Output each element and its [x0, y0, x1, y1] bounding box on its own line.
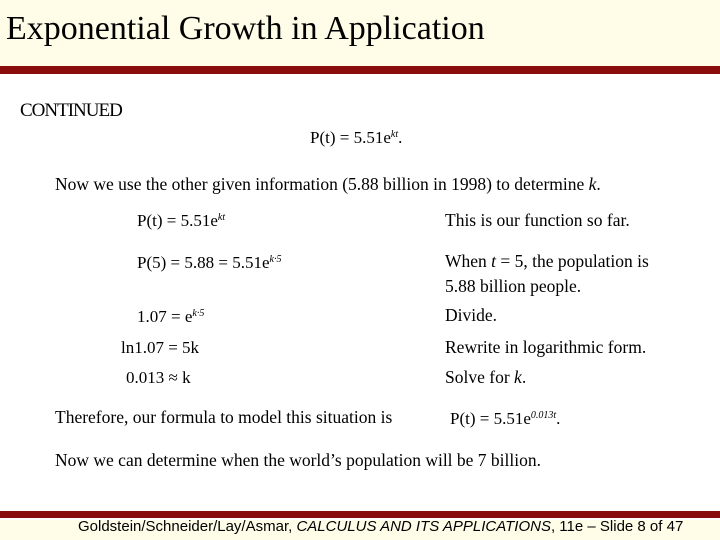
equation-text: 1.07 = e [137, 307, 193, 326]
equation-step2 [137, 253, 281, 273]
equation-exponent: k·5 [269, 254, 282, 265]
equation-top-function [310, 128, 402, 148]
note-divide: Divide. [445, 305, 498, 325]
equation-exponent: kt [217, 212, 226, 223]
equation-step4: ln1.07 = 5k [121, 338, 200, 357]
equation-exponent: k·5 [192, 308, 205, 319]
equation-step3 [137, 307, 204, 327]
note-population: 5.88 billion people. [445, 276, 582, 296]
footer-authors: Goldstein/Schneider/Lay/Asmar, [78, 518, 297, 535]
footer-slide-number: , 11e – Slide 8 of 47 [550, 518, 684, 535]
title-divider [0, 66, 720, 74]
slide-title: Exponential Growth in Application [6, 10, 485, 47]
equation-final [450, 409, 560, 429]
intro-var: k [588, 174, 597, 194]
note-solve-k [445, 367, 526, 388]
intro-punct: . [596, 174, 601, 194]
equation-exponent: 0.013t [530, 410, 557, 421]
continued-label: CONTINUED [20, 100, 122, 121]
note-var: t [491, 251, 497, 271]
note-function-so-far: This is our function so far. [445, 210, 630, 230]
conclusion-text: Now we can determine when the world’s population will be 7 billion. [55, 450, 542, 470]
equation-text: P(t) = 5.51e [137, 211, 218, 230]
footer-book: CALCULUS AND ITS APPLICATIONS [296, 518, 551, 535]
note-text: When [445, 251, 492, 271]
equation-text: P(t) = 5.51e [450, 409, 531, 428]
equation-exponent: kt [390, 129, 399, 140]
note-when-t-5 [445, 251, 649, 272]
equation-step1 [137, 211, 225, 231]
footer-divider [0, 511, 720, 518]
note-text: . [521, 367, 527, 387]
note-text: Solve for [445, 367, 515, 387]
note-log-form: Rewrite in logarithmic form. [445, 337, 647, 357]
equation-step5: 0.013 ≈ k [126, 368, 191, 387]
footer-citation [78, 518, 683, 535]
equation-punct: . [398, 128, 403, 147]
note-text: = 5, the population is [496, 251, 649, 271]
intro-paragraph [55, 174, 601, 195]
equation-text: P(5) = 5.88 = 5.51e [137, 253, 270, 272]
equation-text: P(t) = 5.51e [310, 128, 391, 147]
therefore-text: Therefore, our formula to model this situation is [55, 407, 393, 427]
intro-text: Now we use the other given information (5.88 billion in 1998) to determine [55, 174, 589, 194]
note-var: k [514, 367, 522, 387]
equation-punct: . [556, 409, 561, 428]
